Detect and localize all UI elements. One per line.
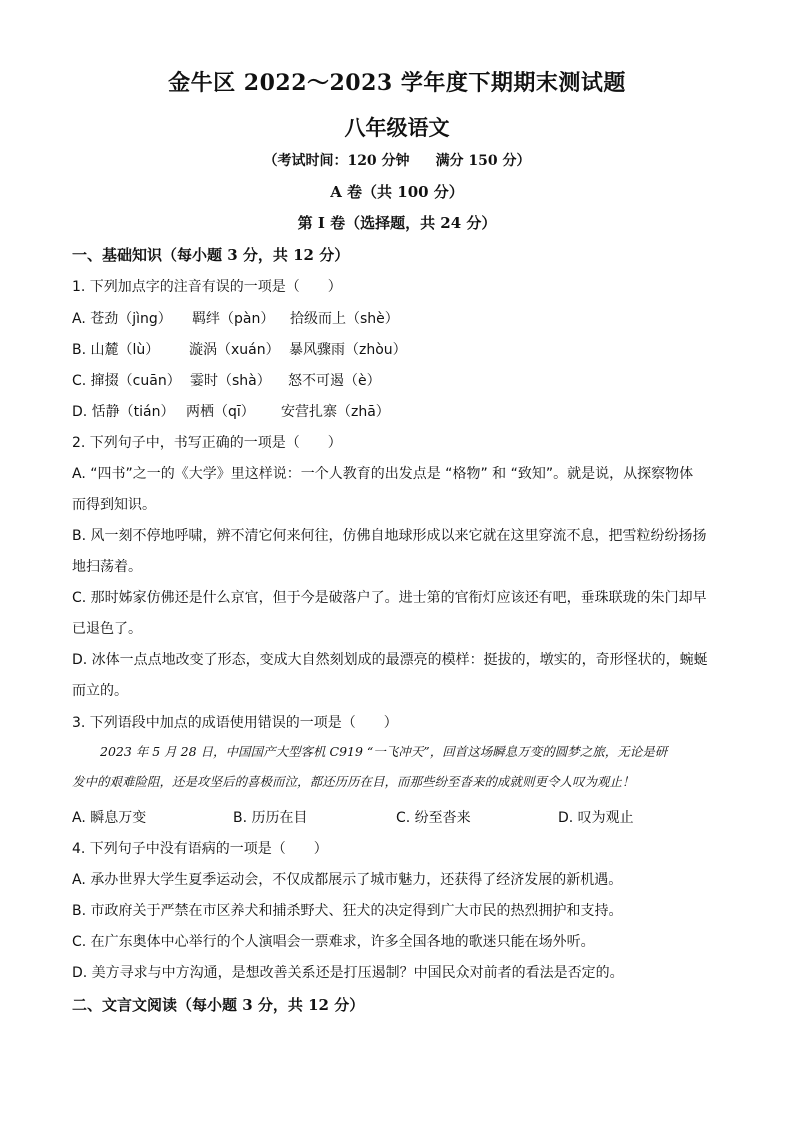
q1-option-c-3: 怒不可遏（è） bbox=[288, 373, 381, 389]
q3-passage-text1: 2023 年 5 月 28 日，中国国产大型客机 C919 “一飞冲天”，回首这场瞬息万变的圆梦之旅，无论是研 bbox=[100, 744, 668, 759]
q4-option-a: A. 承办世界大学生夏季运动会，不仅成都展示了城市魅力，还获得了经济发展的新机遇。 bbox=[72, 872, 623, 888]
q3-passage-line1 bbox=[72, 737, 722, 767]
section2-heading: 二、文言文阅读（每小题 3 分，共 12 分） bbox=[72, 996, 365, 1014]
q3-option-d: D. 叹为观止 bbox=[558, 810, 634, 826]
q3-passage-line2 bbox=[72, 767, 722, 797]
q4-option-d: D. 美方寻求与中方沟通，是想改善关系还是打压遏制？中国民众对前者的看法是否定的。 bbox=[72, 965, 624, 981]
q3-option-a: A. 瞬息万变 bbox=[72, 810, 147, 826]
q1-option-d-1: D. 恬静（tián） bbox=[72, 404, 175, 420]
q1-stem: 1. 下列加点字的注音有误的一项是（ ） bbox=[72, 279, 342, 295]
q3-passage bbox=[72, 737, 722, 797]
q1-option-d-3: 安营扎寨（zhā） bbox=[281, 404, 390, 420]
q2-option-a-line1: A. “四书”之一的《大学》里这样说：一个人教育的出发点是 “格物” 和 “致知”。就是说，从探察物体 bbox=[72, 466, 694, 482]
q2-stem: 2. 下列句子中，书写正确的一项是（ ） bbox=[72, 435, 342, 451]
q3-stem: 3. 下列语段中加点的成语使用错误的一项是（ ） bbox=[72, 715, 398, 731]
q1-option-a-3: 拾级而上（shè） bbox=[290, 311, 399, 327]
volume-i-heading: 第 I 卷（选择题，共 24 分） bbox=[297, 214, 497, 232]
volume-a-heading: A 卷（共 100 分） bbox=[330, 183, 464, 201]
q1-option-c-1: C. 撺掇（cuān） bbox=[72, 373, 181, 389]
q4-option-c: C. 在广东奥体中心举行的个人演唱会一票难求，许多全国各地的歌迷只能在场外听。 bbox=[72, 934, 595, 950]
q1-option-d-2: 两栖（qī） bbox=[186, 404, 255, 420]
q3-option-c: C. 纷至沓来 bbox=[396, 810, 471, 826]
exam-subject: 八年级语文 bbox=[344, 115, 450, 140]
q1-option-b-1: B. 山麓（lù） bbox=[72, 342, 160, 358]
exam-info bbox=[0, 150, 794, 170]
q3-option-b: B. 历历在目 bbox=[233, 810, 308, 826]
q2-option-b-line1: B. 风一刻不停地呼啸，辨不清它何来何往，仿佛自地球形成以来它就在这里穿流不息，把雪粒纷纷扬扬 bbox=[72, 528, 707, 544]
q2-option-d-line1: D. 冰体一点点地改变了形态，变成大自然刻划成的最漂亮的模样：挺拔的，墩实的，奇形怪状的，蜿蜒 bbox=[72, 652, 708, 668]
q1-option-c-2: 霎时（shà） bbox=[190, 373, 271, 389]
q1-option-b-2: 漩涡（xuán） bbox=[189, 342, 280, 358]
exam-score: 满分 150 分） bbox=[435, 153, 531, 169]
q2-option-d-line2: 而立的。 bbox=[72, 683, 128, 699]
q2-option-c-line2: 已退色了。 bbox=[72, 621, 142, 637]
q1-option-a-1: A. 苍劲（jìng） bbox=[72, 311, 172, 327]
section1-heading: 一、基础知识（每小题 3 分，共 12 分） bbox=[72, 246, 350, 264]
q3-passage-text2: 发中的艰难险阻，还是攻坚后的喜极而泣，都还历历在目，而那些纷至沓来的成就则更令人叹为观止！ bbox=[72, 774, 635, 789]
q2-option-c-line1: C. 那时姊家仿佛还是什么京官，但于今是破落户了。进士第的官衔灯应该还有吧，垂珠联珑的朱门却早 bbox=[72, 590, 707, 606]
exam-title: 金牛区 2022～2023 学年度下期期末测试题 bbox=[168, 70, 626, 96]
q1-option-b-3: 暴风骤雨（zhòu） bbox=[289, 342, 407, 358]
exam-time: （考试时间：120 分钟 bbox=[263, 153, 410, 169]
q4-option-b: B. 市政府关于严禁在市区养犬和捕杀野犬、狂犬的决定得到广大市民的热烈拥护和支持。 bbox=[72, 903, 623, 919]
q4-stem: 4. 下列句子中没有语病的一项是（ ） bbox=[72, 841, 328, 857]
q2-option-b-line2: 地扫荡着。 bbox=[72, 559, 142, 575]
q2-option-a-line2: 而得到知识。 bbox=[72, 497, 156, 513]
q1-option-a-2: 羁绊（pàn） bbox=[192, 311, 275, 327]
